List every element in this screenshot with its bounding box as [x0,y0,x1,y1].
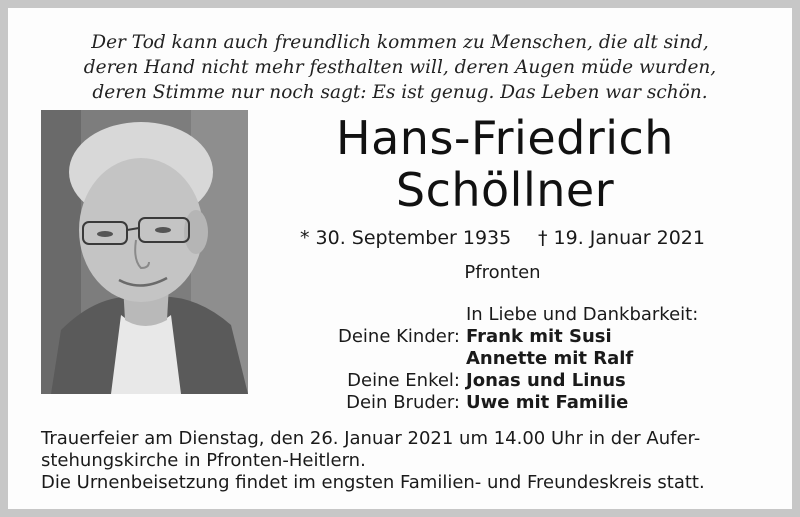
notice-line: Die Urnenbeisetzung findet im engsten Familien- und Freundeskreis statt. [41,472,705,493]
deceased-name [295,112,715,216]
relation-label: Dein Bruder: [346,392,460,413]
family-intro: In Liebe und Dankbarkeit: [466,304,699,325]
quote-line: deren Stimme nur noch sagt: Es ist genug. Das Leben war schön. [92,82,708,103]
last-name: Schöllner [395,163,615,217]
family-row-children [300,326,612,348]
notice-line: stehungskirche in Pfronten-Heitlern. [41,450,366,471]
relation-label: Deine Kinder: [337,326,460,347]
birth-date: * 30. September 1935 [300,227,512,249]
relative-names: Frank mit Susi [466,326,612,347]
memorial-quote [20,30,780,105]
first-name: Hans-Friedrich [336,111,674,165]
quote-line: deren Hand nicht mehr festhalten will, deren Augen müde wurden, [83,57,717,78]
quote-line: Der Tod kann auch freundlich kommen zu Menschen, die alt sind, [91,32,709,53]
relation-label: Deine Enkel: [347,370,460,391]
family-row-children-2 [300,348,634,370]
family-row-grandchildren [300,370,626,392]
portrait-illustration [41,110,248,394]
relative-names: Annette mit Ralf [466,348,634,369]
family-row-brother [300,392,629,414]
funeral-notice [41,428,761,494]
hometown: Pfronten [464,262,541,283]
notice-line: Trauerfeier am Dienstag, den 26. Januar 2021 um 14.00 Uhr in der Aufer- [41,428,701,449]
relative-names: Jonas und Linus [466,370,626,391]
death-date: † 19. Januar 2021 [538,227,705,249]
relative-names: Uwe mit Familie [466,392,629,413]
portrait-photo [41,110,248,394]
